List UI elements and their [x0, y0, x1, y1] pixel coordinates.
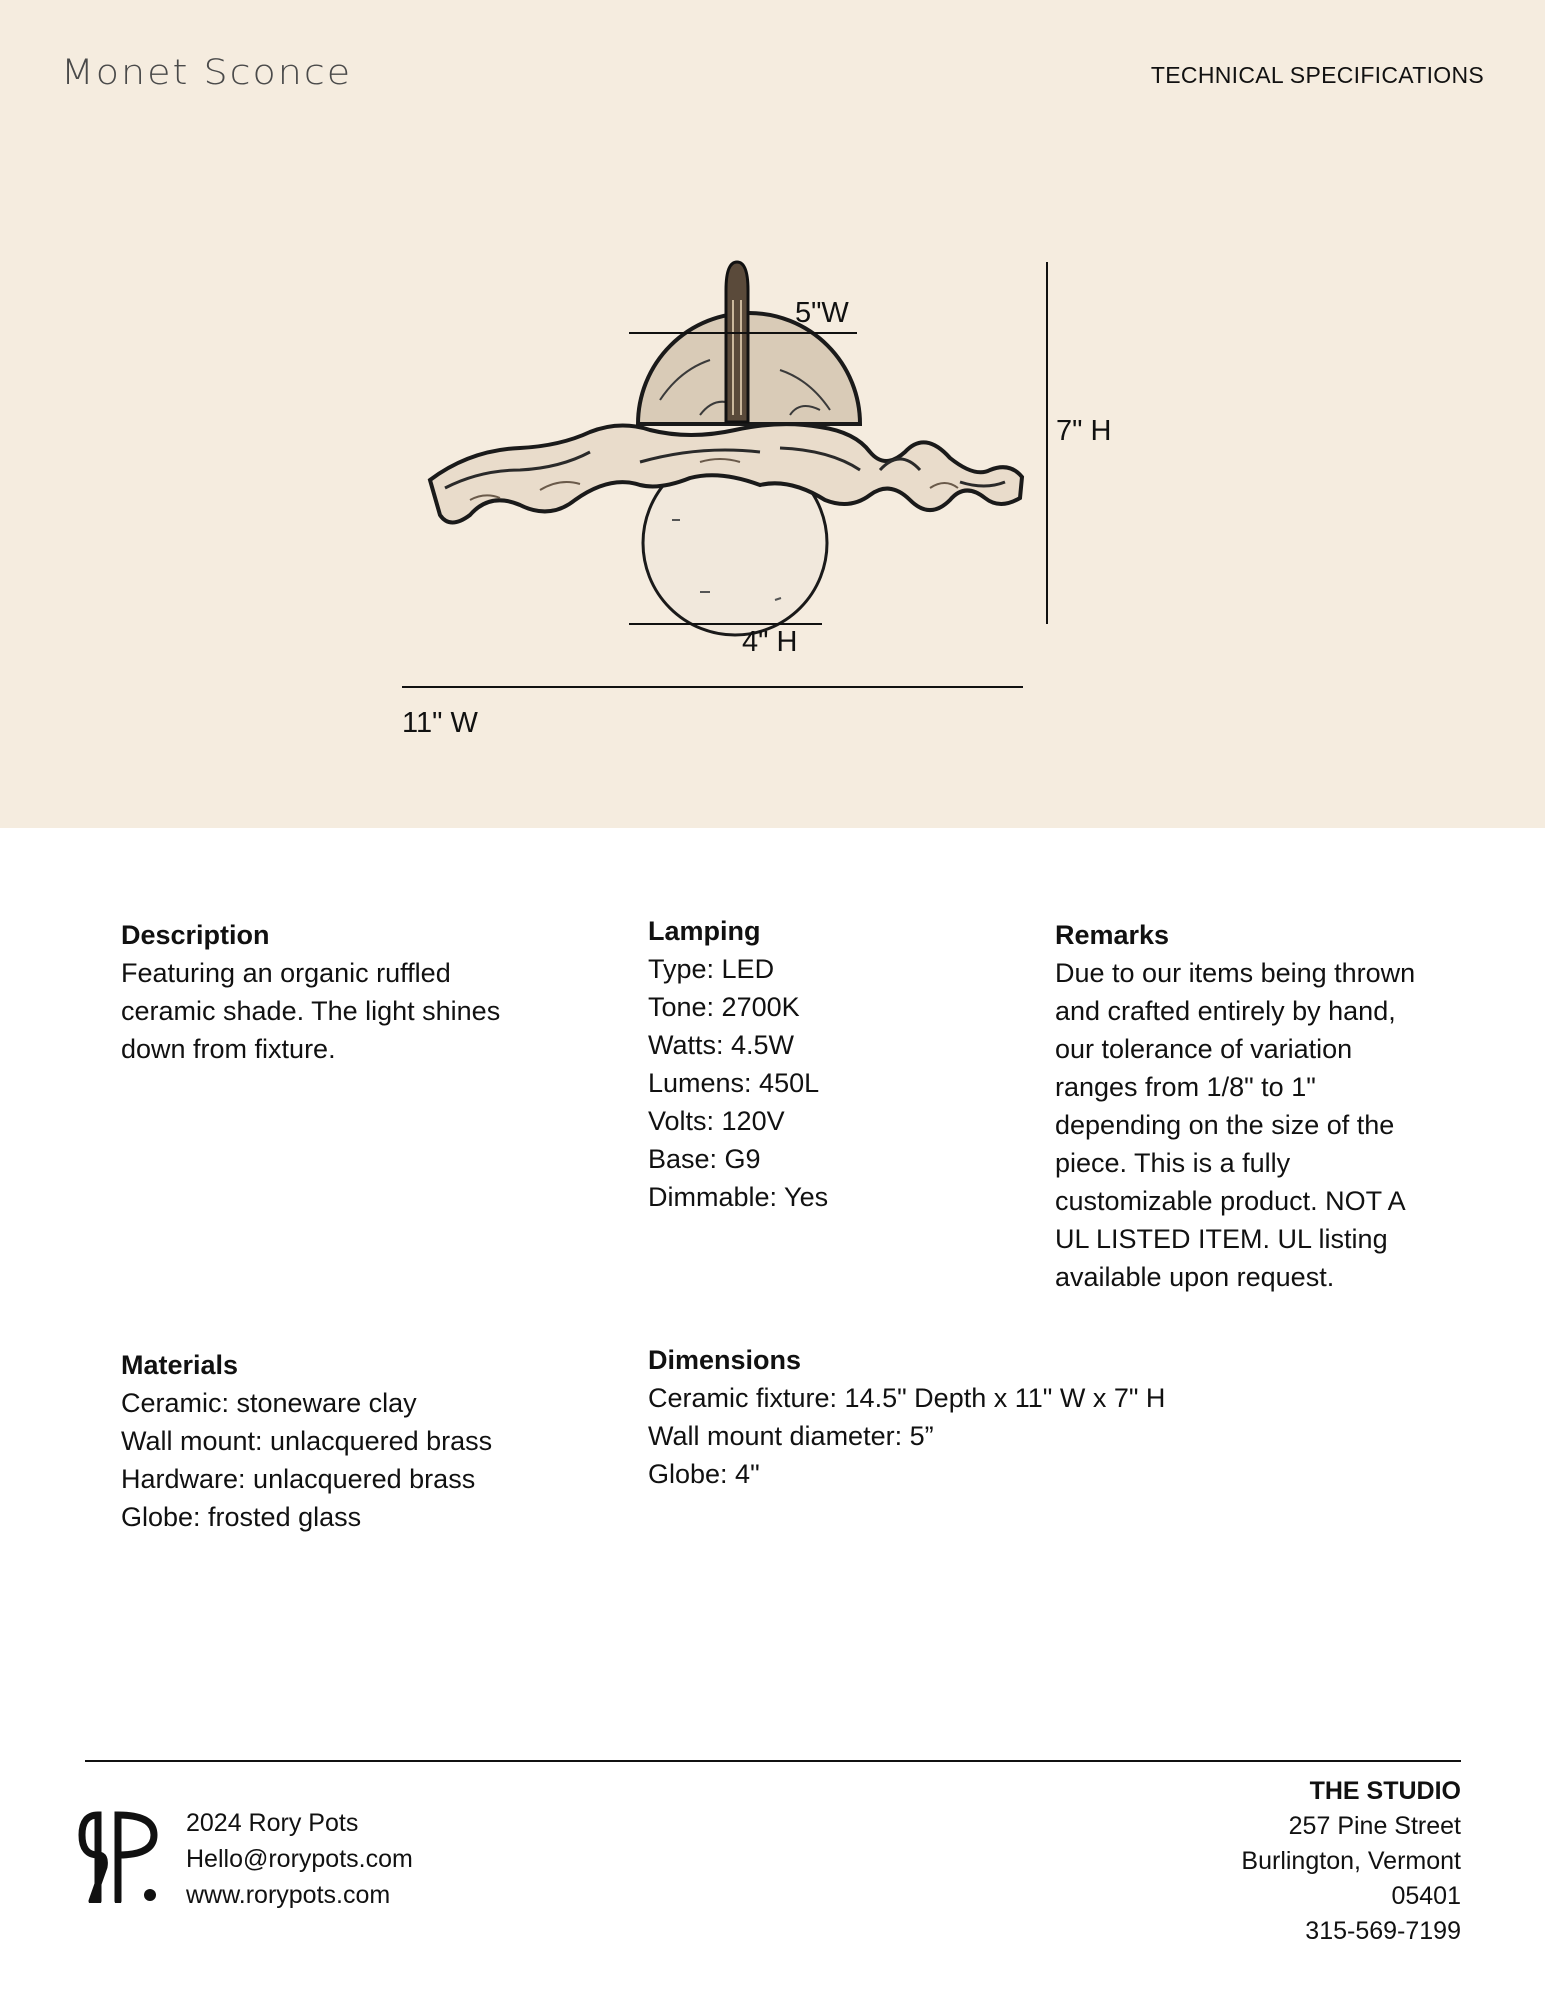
studio-address [1241, 1774, 1461, 1949]
brass-arm [726, 262, 748, 422]
mount-width-label: 5"W [795, 297, 849, 329]
email-link[interactable]: Hello@rorypots.com [186, 1845, 413, 1873]
footer-divider [85, 1760, 1461, 1762]
globe-height-label: 4" H [742, 626, 798, 658]
materials-section [121, 1346, 601, 1536]
description-section [121, 916, 501, 1068]
dimensions-fixture: Ceramic fixture: 14.5" Depth x 11" W x 7" H [648, 1383, 1166, 1413]
materials-ceramic: Ceramic: stoneware clay [121, 1388, 417, 1418]
lamping-dimmable: Dimmable: Yes [648, 1182, 829, 1212]
dimensions-heading: Dimensions [648, 1345, 802, 1375]
description-heading: Description [121, 920, 270, 950]
dimensions-section [648, 1341, 1408, 1493]
document-type-label: TECHNICAL SPECIFICATIONS [1150, 62, 1484, 88]
studio-zip: 05401 [1391, 1882, 1461, 1910]
lamping-section [648, 912, 988, 1216]
materials-heading: Materials [121, 1350, 239, 1380]
product-title: Monet Sconce [61, 52, 353, 93]
total-width-label: 11" W [402, 707, 478, 739]
dimensions-globe: Globe: 4" [648, 1459, 760, 1489]
contact-info [186, 1805, 413, 1913]
studio-title: THE STUDIO [1309, 1777, 1461, 1805]
rory-pots-logo [78, 1807, 164, 1903]
studio-phone[interactable]: 315-569-7199 [1305, 1917, 1461, 1945]
studio-city: Burlington, Vermont [1241, 1847, 1461, 1875]
studio-street: 257 Pine Street [1288, 1812, 1461, 1840]
materials-hardware: Hardware: unlacquered brass [121, 1464, 476, 1494]
total-height-label: 7" H [1056, 415, 1112, 447]
remarks-heading: Remarks [1055, 920, 1170, 950]
copyright-line: 2024 Rory Pots [186, 1809, 359, 1837]
lamping-tone: Tone: 2700K [648, 992, 800, 1022]
description-text: Featuring an organic ruffled ceramic shade. The light shines down from fixture. [121, 958, 501, 1064]
website-link[interactable]: www.rorypots.com [186, 1881, 391, 1909]
lamping-volts: Volts: 120V [648, 1106, 785, 1136]
lamping-lumens: Lumens: 450L [648, 1068, 820, 1098]
lamping-type: Type: LED [648, 954, 775, 984]
lamping-heading: Lamping [648, 916, 761, 946]
dimensions-wall-mount: Wall mount diameter: 5” [648, 1421, 934, 1451]
lamping-watts: Watts: 4.5W [648, 1030, 795, 1060]
remarks-section [1055, 916, 1425, 1296]
materials-globe: Globe: frosted glass [121, 1502, 362, 1532]
remarks-text: Due to our items being thrown and crafted entirely by hand, our tolerance of variation ranges from 1/8" to 1" depending on the size of the piece. This is a fully customizable product. NOT A UL LISTED ITEM. UL listing available upon request. [1055, 958, 1416, 1292]
technical-drawing [0, 0, 1545, 828]
materials-wall-mount: Wall mount: unlacquered brass [121, 1426, 493, 1456]
lamping-base: Base: G9 [648, 1144, 761, 1174]
